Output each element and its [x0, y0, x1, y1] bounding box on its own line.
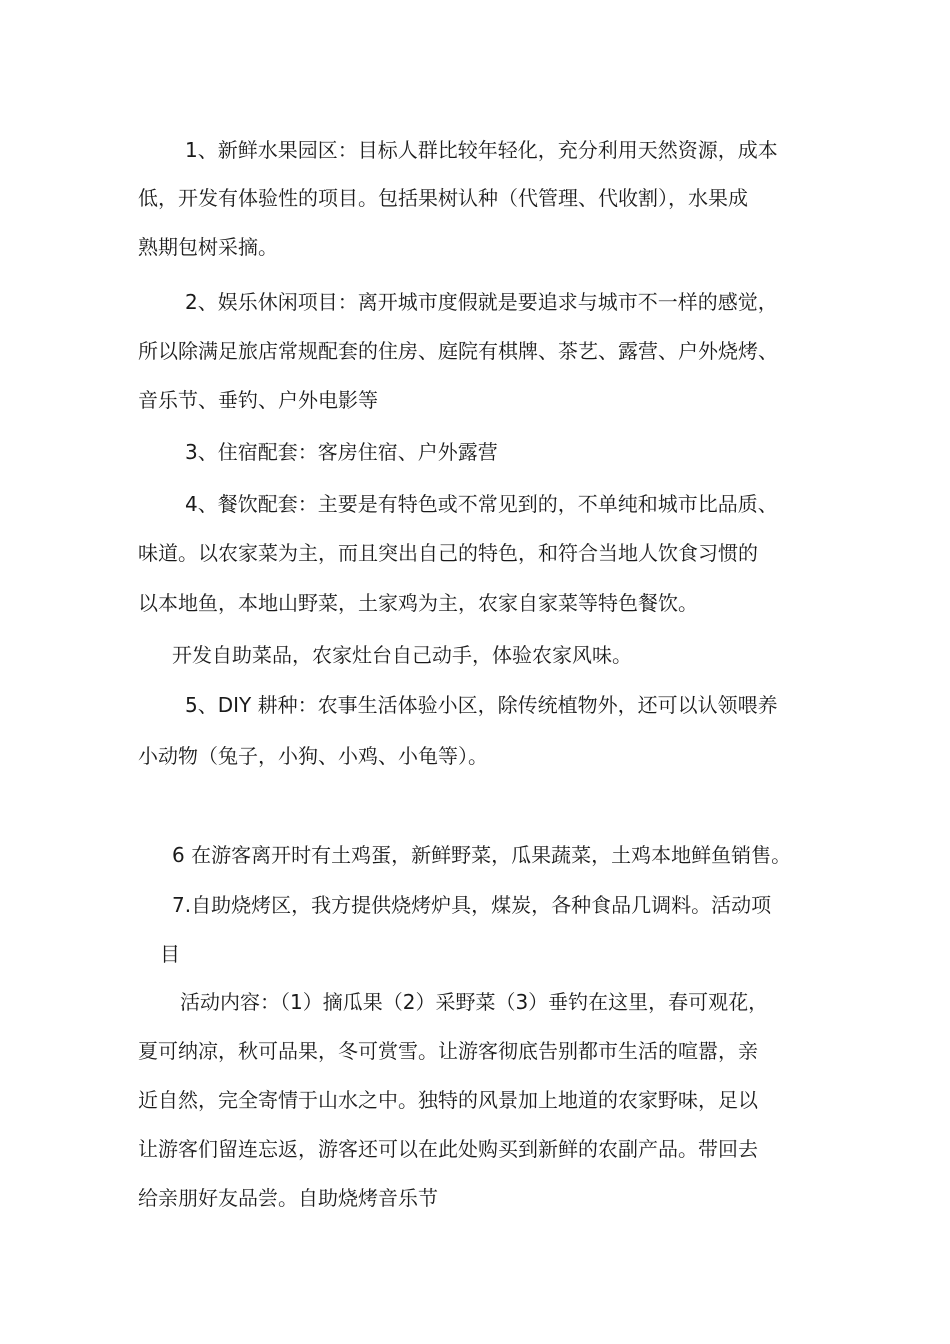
text-line: 目 [160, 942, 180, 966]
text-line: 5、DIY 耕种：农事生活体验小区，除传统植物外，还可以认领喂养 [185, 693, 778, 717]
text-line: 6 在游客离开时有土鸡蛋，新鲜野菜，瓜果蔬菜，土鸡本地鲜鱼销售。 [172, 843, 792, 867]
text-line: 给亲朋好友品尝。自助烧烤音乐节 [138, 1186, 438, 1210]
text-line: 所以除满足旅店常规配套的住房、庭院有棋牌、茶艺、露营、户外烧烤、 [138, 339, 778, 363]
text-line: 音乐节、垂钓、户外电影等 [138, 388, 378, 412]
text-line: 开发自助菜品，农家灶台自己动手，体验农家风味。 [172, 643, 632, 667]
text-line: 低，开发有体验性的项目。包括果树认种（代管理、代收割），水果成 [138, 186, 748, 210]
text-line: 小动物（兔子，小狗、小鸡、小龟等）。 [138, 744, 488, 768]
text-line: 7.自助烧烤区，我方提供烧烤炉具，煤炭，各种食品几调料。活动项 [172, 893, 772, 917]
text-line: 1、新鲜水果园区：目标人群比较年轻化，充分利用天然资源，成本 [185, 138, 778, 162]
text-line: 活动内容：（1）摘瓜果（2）采野菜（3）垂钓在这里，春可观花， [180, 990, 769, 1014]
text-line: 近自然，完全寄情于山水之中。独特的风景加上地道的农家野味，足以 [138, 1088, 758, 1112]
text-line: 让游客们留连忘返，游客还可以在此处购买到新鲜的农副产品。带回去 [138, 1137, 758, 1161]
text-line: 熟期包树采摘。 [138, 235, 278, 259]
text-line: 以本地鱼，本地山野菜，土家鸡为主，农家自家菜等特色餐饮。 [138, 591, 698, 615]
text-line: 3、住宿配套：客房住宿、户外露营 [185, 440, 498, 464]
text-line: 味道。以农家菜为主，而且突出自己的特色，和符合当地人饮食习惯的 [138, 541, 758, 565]
text-line: 2、娱乐休闲项目：离开城市度假就是要追求与城市不一样的感觉， [185, 290, 778, 314]
text-line: 夏可纳凉，秋可品果，冬可赏雪。让游客彻底告别都市生活的喧嚣，亲 [138, 1039, 758, 1063]
text-line: 4、餐饮配套：主要是有特色或不常见到的，不单纯和城市比品质、 [185, 492, 778, 516]
